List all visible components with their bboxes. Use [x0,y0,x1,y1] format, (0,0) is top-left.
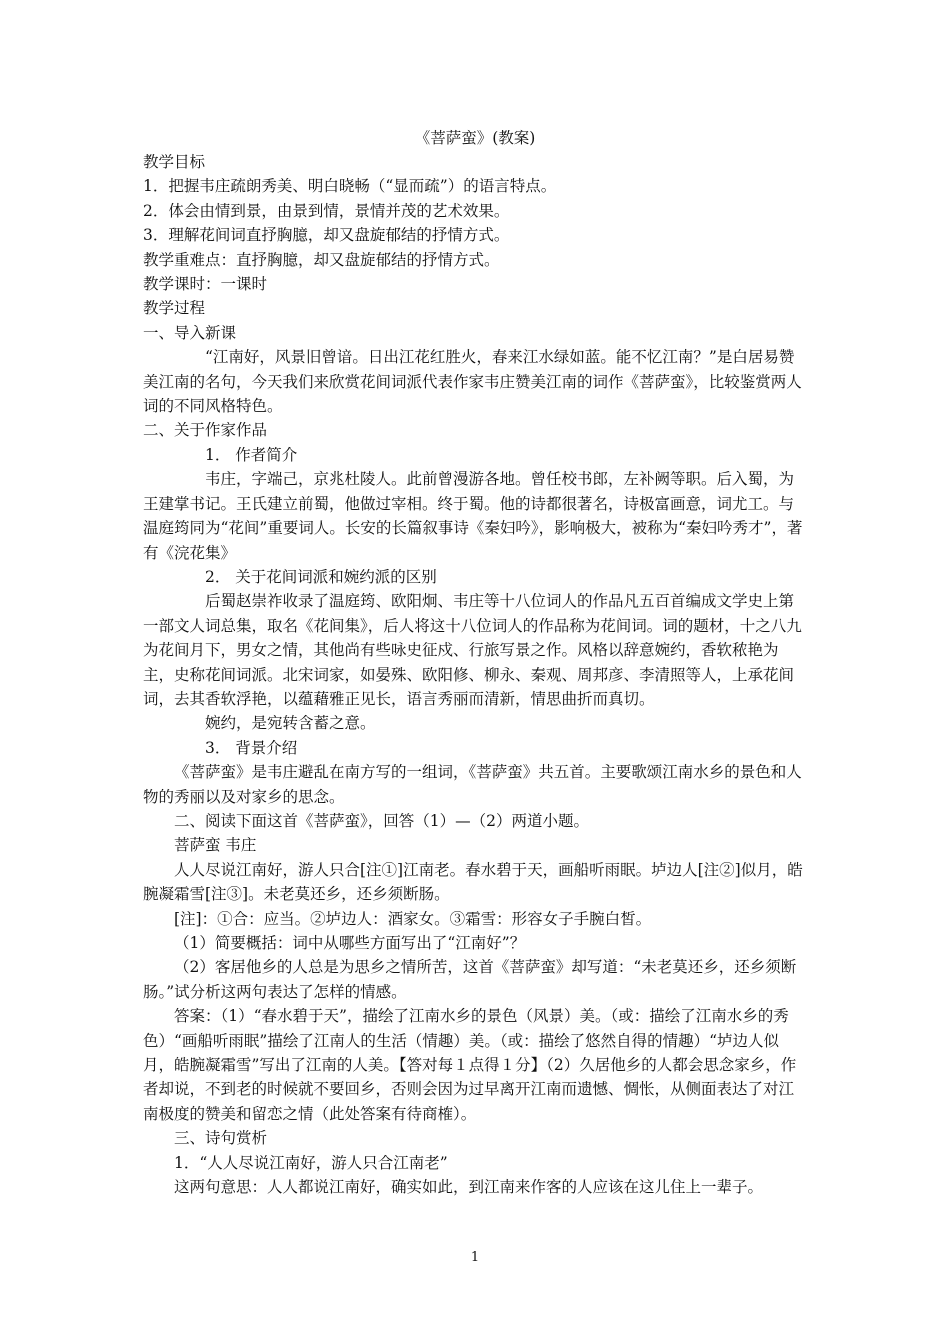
paragraph: 3．理解花间词直抒胸臆，却又盘旋郁结的抒情方式。 [143,226,510,245]
paragraph: 二、阅读下面这首《菩萨蛮》，回答（1）—（2）两道小题。 [174,811,589,830]
paragraph: 《菩萨蛮》是韦庄避乱在南方写的一组词，《菩萨蛮》共五首。主要歌颂江南水乡的景色和人物的秀丽以及对家乡的思念。 [143,763,802,806]
paragraph: 教学目标 [143,153,206,171]
paragraph: “江南好，风景旧曾谙。日出江花红胜火，春来江水绿如蓝。能不忆江南？”是白居易赞美江南的名句，今天我们来欣赏花间词派代表作家韦庄赞美江南的词作《菩萨蛮》，比较鉴赏两人词的不同风格特色。 [143,348,802,416]
paragraph: 婉约，是宛转含蓄之意。 [205,714,376,733]
paragraph: 1．把握韦庄疏朗秀美、明白晓畅（“显而疏”）的语言特点。 [143,177,557,196]
paragraph: 二、关于作家作品 [143,421,268,440]
paragraph: 这两句意思：人人都说江南好，确实如此，到江南来作客的人应该在这儿住上一辈子。 [174,1178,764,1197]
paragraph: 后蜀赵崇祚收录了温庭筠、欧阳炯、韦庄等十八位词人的作品凡五百首编成文学史上第一部文人词总集，取名《花间集》，后人将这十八位词人的作品称为花间词。词的题材，十之八九为花间月下，男女之情，其他尚有些咏史征戍、行旅写景之作。风格以辞意婉约，香软秾艳为主，史称花间词派。北宋词家，如晏殊、欧阳修、柳永、秦观、周邦彦、李清照等人，上承花间词，去其香软浮艳，以蕴藉雅正见长，语言秀丽而清新，情思曲折而真切。 [143,592,802,708]
paragraph: 教学过程 [143,299,206,318]
document-body [143,150,809,1199]
paragraph: 答案：（1）“春水碧于天”，描绘了江南水乡的景色（风景）美。（或：描绘了江南水乡的秀色）“画船听雨眠”描绘了江南人的生活（情趣）美。（或：描绘了悠然自得的情趣）“垆边人似月，皓腕凝霜雪”写出了江南的人美。【答对每１点得１分】（2）久居他乡的人都会思念家乡，作者却说，不到老的时候就不要回乡，否则会因为过早离开江南而遗憾、惆怅，从侧面表达了对江南极度的赞美和留恋之情（此处答案有待商榷）。 [143,1007,797,1123]
paragraph: 菩萨蛮 韦庄 [174,836,257,855]
paragraph: 三、诗句赏析 [174,1129,268,1148]
paragraph: 教学课时：一课时 [143,275,268,294]
document-title: 《菩萨蛮》(教案) [414,129,536,147]
paragraph: 2． 关于花间词派和婉约派的区别 [205,567,437,586]
paragraph: 教学重难点：直抒胸臆，却又盘旋郁结的抒情方式。 [143,250,500,269]
paragraph: （2）客居他乡的人总是为思乡之情所苦，这首《菩萨蛮》却写道：“未老莫还乡，还乡须断肠。”试分析这两句表达了怎样的情感。 [143,958,797,1001]
paragraph: 1． 作者简介 [205,445,298,464]
paragraph: 一、导入新课 [143,323,237,342]
paragraph: 3． 背景介绍 [205,738,298,757]
paragraph: 人人尽说江南好，游人只合[注①]江南老。春水碧于天，画船听雨眠。垆边人[注②]似月，皓腕凝霜雪[注③]。未老莫还乡，还乡须断肠。 [143,860,803,904]
paragraph: [注]：①合：应当。②垆边人：酒家女。③霜雪：形容女子手腕白皙。 [174,909,652,928]
paragraph: 1．“人人尽说江南好，游人只合江南老” [174,1153,448,1172]
paragraph: 2．体会由情到景，由景到情，景情并茂的艺术效果。 [143,201,510,220]
page-number: 1 [470,1250,480,1265]
paragraph: 韦庄，字端己，京兆杜陵人。此前曾漫游各地。曾任校书郎，左补阙等职。后入蜀，为王建掌书记。王氏建立前蜀，他做过宰相。终于蜀。他的诗都很著名，诗极富画意，词尤工。与温庭筠同为“花间”重要词人。长安的长篇叙事诗《秦妇吟》，影响极大，被称为“秦妇吟秀才”，著有《浣花集》 [143,470,803,562]
paragraph: （1）简要概括：词中从哪些方面写出了“江南好”？ [174,934,526,952]
